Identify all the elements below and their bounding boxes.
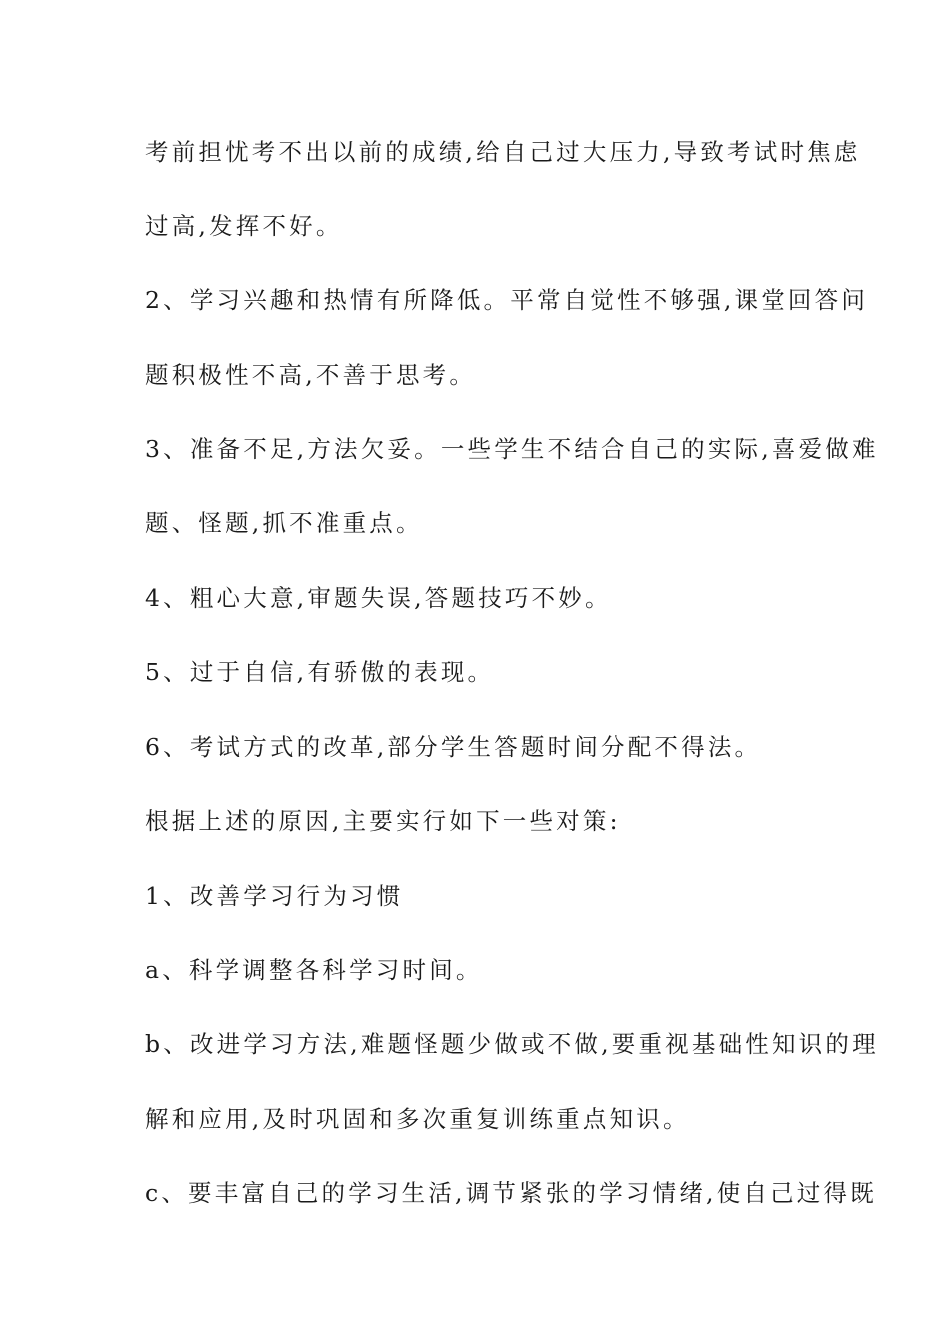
text-line: 根据上述的原因,主要实行如下一些对策: [145,807,621,835]
text-line: a、科学调整各科学习时间。 [145,956,483,984]
text-line: 3、准备不足,方法欠妥。一些学生不结合自己的实际,喜爱做难 [145,435,879,463]
text-line: 解和应用,及时巩固和多次重复训练重点知识。 [145,1105,690,1133]
text-line: 考前担忧考不出以前的成绩,给自己过大压力,导致考试时焦虑 [145,138,861,166]
text-line: c、要丰富自己的学习生活,调节紧张的学习情绪,使自己过得既 [145,1179,877,1207]
text-line: 4、粗心大意,审题失误,答题技巧不妙。 [145,584,612,612]
text-line: 过高,发挥不好。 [145,212,343,240]
text-line: b、改进学习方法,难题怪题少做或不做,要重视基础性知识的理 [145,1030,879,1058]
text-line: 2、学习兴趣和热情有所降低。平常自觉性不够强,课堂回答问 [145,286,869,314]
text-line: 题积极性不高,不善于思考。 [145,361,477,389]
text-line: 题、怪题,抓不准重点。 [145,509,423,537]
text-line: 5、过于自信,有骄傲的表现。 [145,658,495,686]
text-line: 6、考试方式的改革,部分学生答题时间分配不得法。 [145,733,762,761]
text-line: 1、改善学习行为习惯 [145,882,404,910]
